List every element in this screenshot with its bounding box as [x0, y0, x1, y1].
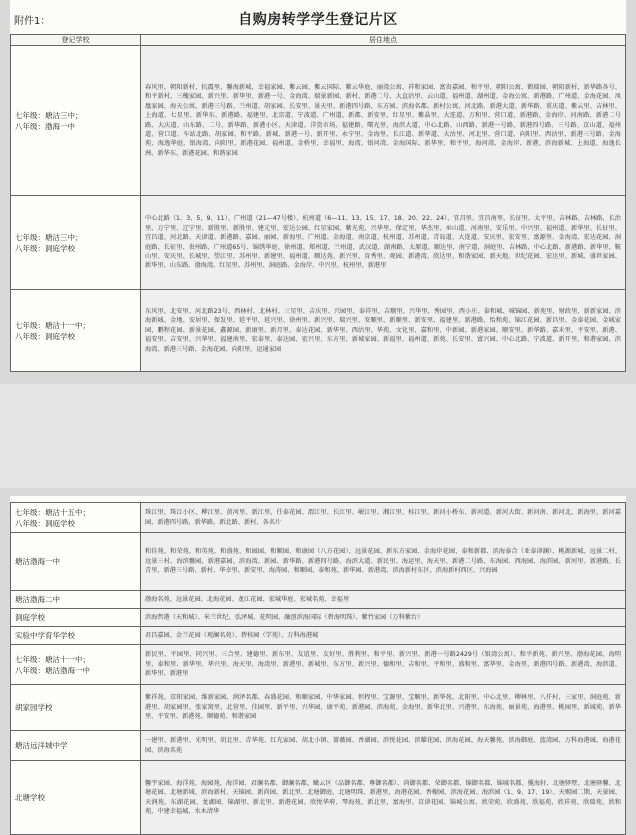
school-cell — [11, 503, 141, 533]
school-cell — [11, 196, 141, 290]
table-row — [11, 533, 626, 591]
registration-table-page-1 — [10, 34, 626, 372]
school-cell — [11, 591, 141, 609]
address-cell: 珠江里、珠江小区、柳江里、黄河里、新江里、任泰花园、渭江里、长江里、岷江里、湘江里、桂江里、新河小桥东、新河道、新河大街、新河南、新河北、新海里、新河嘉园、新港四号路、新华路、新北路、新村、各名片 — [141, 503, 626, 533]
address-cell: 渤海名苑、远景花园、北海花园、龙江花园、宏城华庭、宏城名苑、幸福里 — [141, 591, 626, 609]
school-cell — [11, 533, 141, 591]
school-line: 七年级：塘沽十一中； — [15, 654, 90, 664]
table-row — [11, 731, 626, 761]
address-cell: 君昌嘉园、金兰花园（观澜名苑）、碧桂园（学苑）、万科海港城 — [141, 627, 626, 645]
page-gap — [0, 384, 636, 488]
address-cell: 馨宇家园、海洋苑、海园苑、海洋园、君澜名都、御澜名都、瞰云区（品御名都、尊御名都）、尚御名都、荣御名都、锦御名都、锦城名都、揽海轩、北塘驿墅、北塘驿馨、北塘花园、北塘新城、滨海新村、天锦园、新尚园、新北里、北塘御庭、北塘明珠、新港里、海港花园、香榭园、滨海花园、海滨园（1、9、17、19）、天赐园二期、天景园、天润苑、东湖花园、龙湖园、锦湖里、新北里、新港花园、欣悦华府、琴海苑、新北里、富海里、京津花园、锦城公寓、欣荣苑、欣盛苑、欣福苑、欣祥苑、欣瑞苑、欣和苑、中建幸福城、水木清华 — [141, 761, 626, 835]
school-cell — [11, 731, 141, 761]
address-cell: 新民里、平园里、同兴里、三合里、建德里、新东里、友谊里、友好里、胜利里、和平里、新兴里、新港一号路2429号（银湾公寓）、和平新苑、新兴里、渤海花园、海明里、泰和里、新华里、华兴里、海天里、海湾里、新港里、新城里、东方里、新兴里、德和里、吉和里、平和里、盛和里、富华里、金海里、新港四号路、新港湾、海滨道、新华里、新港里 — [141, 645, 626, 685]
school-line: 八年级：渤海一中 — [15, 121, 75, 131]
school-cell — [11, 685, 141, 731]
table-row — [11, 685, 626, 731]
school-line: 塘沽渤海二中 — [15, 595, 60, 604]
address-cell: 东风里、北安里、河北路23号、西林村、北林村、三星里、吉庆里、兴园里、泰祥里、吉顺里、兴华里、秀园里、西小庄、泰和城、城锦园、新苑里、财政里、新新家园、滨海新城、金地、安居里、保发里、延平里、延兴里、徐州里、新兴里、瑞兴里、安顺里、新顺里、新安里、福建里、新港路、怡和苑、锦江花园、新昌里、金泰花园、金城家园、鹏程花园、新景花园、鑫源园、新康里、新月里、泰达花园、新华里、西沽里、华苑、文化里、嘉和里、中新园、新港家园、顺安里、新华路、嘉禾里、平安里、新港、福安里、吉安里、兴华里、福建南里、宏泰里、泰达园、宏兴里、东方里、新城家园、新福里、福州道、新苑、长安里、富兴园、中心北路、宁波道、新开里、和谐家园、滨海湾、新港三号路、金海花园、向阳里、运通家园 — [141, 290, 626, 372]
school-line: 八年级：洞庭学校 — [15, 243, 75, 253]
school-cell — [11, 761, 141, 835]
address-cell: 滨海哲港（天和城）、米兰世纪、弘泽城、花明园、融创滨海国际（碧海明珠）、紫竹家园（万科紫台） — [141, 609, 626, 627]
document-title: 自购房转学学生登记片区 — [238, 12, 398, 28]
address-cell: 春风里、朝阳新村、抗震里、馨海新城、幸福家园、紫云园、紫云国际、紫云华庭、丽湾公寓、祥和家园、富贵嘉园、和平里、朝阳公寓、鹤瑞园、朝阳新村、新华路各号、和平新村、三槐家园、新兴里、新华里、新港一号、金海湾、瑞景新园、新村、新港二号、大直沽里、云山道、福州道、湖州道、金海公寓、新港路、广州道、金海花园、凤凰家园、海天公寓、新港三号路、兰州道、胡家园、长安里、景天里、新港四号路、东方园、滨海名都、新村公寓、河北路、新港大道、新华路、重庆道、紫云里、吉林里、上海道、七星里、新华东、新港路、福建里、北京道、宁波道、广州道、新都、新安里、红星里、紫晶里、大连道、万和里、营口道、新港路、金海岸、河南路、新港二号路、大庆道、山东路、二号、新华路、新港小区、天津道、洋货市场、福建路、曙光里、海滨大道、中心北路、山西路、新港一号路、新港四号路、三号路、京山道、福州道、营口道、车站北路、胡家园、和平路、新城、新港一号、新开里、永宁里、金海里、长江道、新华道、大沽里、河北里、营口道、向阳里、西沽里、新港三号路、金海苑、海逸华庭、银海湾、向阳里、新港花园、福州道、金桥里、幸福里、海湾、银河湾、金海国际、新华里、和平里、海河湾、金海岸、新港、滨海新城、上海道、海逸长洲、新华东、新港花园、和谐家园 — [141, 46, 626, 196]
column-header-school: 登记学校 — [11, 35, 141, 46]
school-cell — [11, 290, 141, 372]
table-row — [11, 761, 626, 835]
table-row — [11, 290, 626, 372]
school-line: 洞庭学校 — [15, 613, 45, 622]
school-line: 实验中学育华学校 — [15, 631, 75, 640]
school-line: 塘沽远洋城中学 — [15, 741, 68, 750]
table-row — [11, 503, 626, 533]
document-page-2 — [10, 496, 626, 835]
school-line: 八年级：洞庭学校 — [15, 518, 75, 528]
school-line: 北塘学校 — [15, 793, 45, 802]
registration-table-page-2 — [10, 502, 626, 835]
annex-label: 附件1： — [14, 16, 51, 27]
table-row — [11, 627, 626, 645]
school-line: 八年级：洞庭学校 — [15, 331, 75, 341]
school-cell — [11, 46, 141, 196]
school-line: 七年级：塘沽十五中； — [15, 507, 90, 517]
address-cell: 一建里、新港里、光明里、胡北里、青华苑、红光家园、胡北小镇、蔷薇园、香湖园、滨悦花园、滨耀花园、滨海花园、海天馨苑、滨海御庭、蓝湾园、万科海港城、海港花园、滨海名苑 — [141, 731, 626, 761]
school-cell — [11, 609, 141, 627]
table-row — [11, 46, 626, 196]
table-row — [11, 196, 626, 290]
school-cell — [11, 645, 141, 685]
school-line: 七年级：塘沽十一中； — [15, 320, 90, 330]
address-cell: 和佳苑、和荣苑、和英苑、和盛苑、和园园、和顺园、和康园（八方花园）、远景花园、新东方家园、金海岸花园、泰和新都、滨海泰合（亚泰津澜）、桃源新城、远景二村、远景三村、海滨馨园、新港嘉园、滨海湾、新园、新华路、新港四号路、海滨大道、新民里、海运里、海天里、新港二号路、东海园、西海园、海滨园、新河里、新港路、长青里、新港三号路、新村、华幸里、新安里、海涛园、和顺园、泰和苑、新华园、新港湾、滨海新村东区、滨海新村西区、兴海园 — [141, 533, 626, 591]
school-line: 八年级：塘沽渤海一中 — [15, 665, 90, 675]
table-row — [11, 609, 626, 627]
table-row — [11, 645, 626, 685]
school-line: 胡家园学校 — [15, 703, 53, 712]
table-row — [11, 591, 626, 609]
document-page-1 — [10, 0, 626, 372]
school-line: 七年级：塘沽三中； — [15, 232, 83, 242]
address-cell: 紫祥苑、京阳家园、维新家园、润泽名都、春盛花园、和顺家园、中华家园、恒程里、宝源里、宝顺里、新华苑、北阳里、中心北里、柳林里、八仟村、三家里、洞庭苑、新港里、胡家园里、张家窝里、北营里、佳园里、新平里、兴华园、康平苑、新港园、滨海苑、金海里、新华北里、兴港里、东海苑、丽景苑、海港里、桃园里、新城苑、新华里、平安里、新港苑、顺德苑、和谐家园 — [141, 685, 626, 731]
document-header — [10, 0, 626, 34]
school-line: 塘沽渤海一中 — [15, 557, 60, 566]
table-header-row — [11, 35, 626, 46]
column-header-address: 居住地点 — [141, 35, 626, 46]
address-cell: 中心北路（1、3、5、9、11）、广州道（21—47号楼）、杭州道（6—11、13、15、17、18、20、22、24）、宜昌里、宜昌南里、长征里、太平里、吉林路、吉林路、长治里、万宁里、辽宁里、新胜里、新胜里、建元里、宏达公园、红星家园、紫光苑、兴华里、保定里、华杰里、巫山道、河南里、安乐里、中兴里、福州道、新华里、长征里、宜昌道、河北路、天津道、新港路、嘉园、丽园、新海里、广州道、金海道、南京道、杭州道、苏州道、青岛道、大连道、安庆里、宏安里、富源里、金海湾、宏达花园、洞庭路、长征里、贵州路、广州道65号、锦绣华庭、徐州道、郑州道、兰州道、武汉道、湖南路、太原道、顺达里、南宁道、洞庭里、吉林路、中心北路、新港路、新华里、鞍山里、安庆里、长城里、望江里、苏州里、新建里、福州道、顺达苑、新兴里、育秀里、观园、新港湾、欣达里、和谐家园、新天地、世纪花园、宏达里、新城、盛世家园、新华里、山东路、渤海湾、红星里、苏州里、洞庭路、金海岸、中兴里、杭州里、新港里 — [141, 196, 626, 290]
school-cell — [11, 627, 141, 645]
school-line: 七年级：塘沽三中； — [15, 110, 83, 120]
